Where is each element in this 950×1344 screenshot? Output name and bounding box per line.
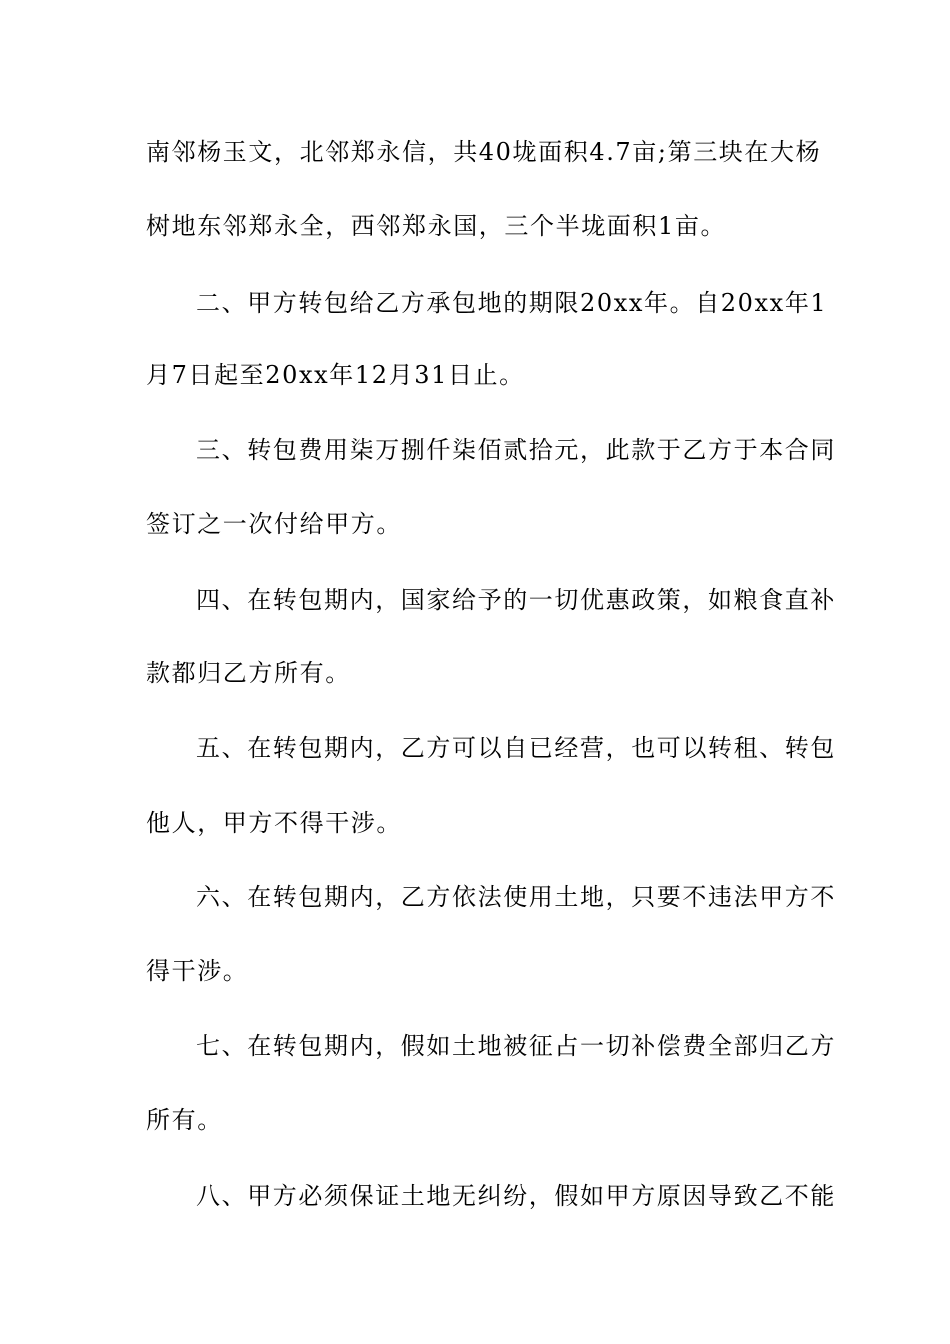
paragraph-7-line-2: 所有。 bbox=[146, 1106, 223, 1134]
paragraph-4-line-1: 四、在转包期内，国家给予的一切优惠政策，如粮食直补 bbox=[196, 586, 836, 614]
paragraph-6-line-1: 六、在转包期内，乙方依法使用土地，只要不违法甲方不 bbox=[196, 883, 836, 911]
paragraph-3-line-2: 签订之一次付给甲方。 bbox=[146, 510, 402, 538]
paragraph-2-line-2: 月7日起至20xx年12月31日止。 bbox=[146, 361, 525, 389]
paragraph-8-line-1: 八、甲方必须保证土地无纠纷，假如甲方原因导致乙不能 bbox=[196, 1182, 836, 1210]
paragraph-2-line-1: 二、甲方转包给乙方承包地的期限20xx年。自20xx年1 bbox=[196, 289, 828, 317]
text-line: 树地东邻郑永全，西邻郑永国，三个半垅面积1亩。 bbox=[146, 212, 727, 240]
paragraph-5-line-2: 他人，甲方不得干涉。 bbox=[146, 809, 402, 837]
paragraph-7-line-1: 七、在转包期内，假如土地被征占一切补偿费全部归乙方 bbox=[196, 1032, 836, 1060]
paragraph-6-line-2: 得干涉。 bbox=[146, 957, 249, 985]
text-line: 南邻杨玉文，北邻郑永信，共40垅面积4.7亩;第三块在大杨 bbox=[146, 138, 822, 166]
paragraph-5-line-1: 五、在转包期内，乙方可以自已经营，也可以转租、转包 bbox=[196, 734, 836, 762]
paragraph-4-line-2: 款都归乙方所有。 bbox=[146, 659, 351, 687]
paragraph-3-line-1: 三、转包费用柒万捌仟柒佰贰拾元，此款于乙方于本合同 bbox=[196, 436, 836, 464]
